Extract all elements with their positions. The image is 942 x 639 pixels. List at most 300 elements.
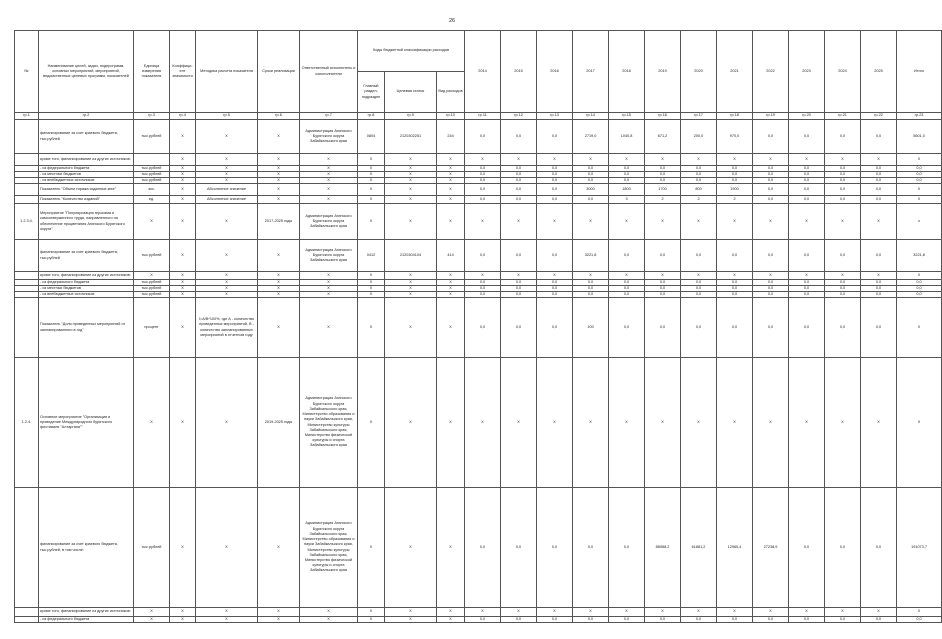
table-cell: X	[501, 358, 537, 488]
table-cell: 0,0	[753, 298, 789, 358]
table-cell: 0,0	[645, 286, 681, 292]
table-cell: 27238,9	[753, 488, 789, 608]
column-number: гр.1	[15, 113, 39, 120]
table-cell: X	[537, 608, 573, 617]
table-cell: 0,0	[465, 184, 501, 196]
table-cell: X	[170, 196, 196, 204]
table-cell: X	[170, 204, 196, 240]
table-cell: X	[537, 154, 573, 166]
table-cell: 0,0	[825, 120, 861, 154]
table-row	[15, 120, 942, 154]
table-cell: 0,0	[573, 166, 609, 172]
table-cell: X	[385, 292, 437, 298]
table-cell: 0,0	[717, 172, 753, 178]
table-cell: 0,0	[681, 280, 717, 286]
table-cell: X	[897, 358, 942, 488]
table-cell: 0,0	[537, 120, 573, 154]
table-cell: X	[300, 166, 358, 172]
table-cell: 0,0	[825, 286, 861, 292]
column-number: гр.10	[437, 113, 465, 120]
table-cell: 0,0	[681, 178, 717, 184]
table-cell: X	[258, 154, 300, 166]
table-cell: X	[465, 154, 501, 166]
table-cell: X	[358, 172, 385, 178]
table-cell: ед.	[134, 196, 170, 204]
table-cell: Показатель "Количество изданий"	[39, 196, 134, 204]
table-cell: 0,0	[861, 178, 897, 184]
table-cell: - из внебюджетных источников	[39, 178, 134, 184]
table-cell: 0,0	[753, 240, 789, 272]
table-cell: 0,0	[573, 196, 609, 204]
table-cell: 2	[717, 196, 753, 204]
table-cell: X	[609, 358, 645, 488]
table-cell: кроме того, финансирование из других источников:	[39, 272, 134, 280]
table-cell: X	[196, 178, 258, 184]
table-cell: X	[196, 240, 258, 272]
table-cell: экз.	[134, 184, 170, 196]
col-year: 2019	[645, 31, 681, 113]
table-cell: X	[258, 172, 300, 178]
table-cell: 800	[681, 184, 717, 196]
table-row	[15, 608, 942, 617]
table-cell: X	[196, 172, 258, 178]
table-cell: тыс.рублей	[134, 280, 170, 286]
table-cell: финансирование за счет краевого бюджета, тыс.рублей, в том числе:	[39, 488, 134, 608]
table-cell: 0,0	[537, 280, 573, 286]
table-cell: X	[437, 272, 465, 280]
table-cell: X	[300, 292, 358, 298]
table-cell: X	[170, 608, 196, 617]
table-cell: X	[358, 280, 385, 286]
table-cell: 0,0	[897, 178, 942, 184]
table-cell: 0,0	[465, 178, 501, 184]
column-number: гр.23	[897, 113, 942, 120]
table-cell: X	[300, 172, 358, 178]
table-cell: X	[437, 292, 465, 298]
table-cell: 0,0	[573, 172, 609, 178]
table-cell: 0,0	[465, 280, 501, 286]
table-cell: 0,0	[789, 196, 825, 204]
table-cell: 0,0	[501, 488, 537, 608]
table-cell: X	[258, 178, 300, 184]
table-cell: 0,0	[825, 488, 861, 608]
table-row	[15, 240, 942, 272]
column-number: гр.11	[465, 113, 501, 120]
table-cell: 970,0	[717, 120, 753, 154]
table-row	[15, 617, 942, 623]
table-cell: X	[358, 617, 385, 623]
table-cell: 0,0	[753, 172, 789, 178]
table-cell: X	[681, 272, 717, 280]
table-cell: 0,0	[861, 166, 897, 172]
table-cell: 0,0	[609, 240, 645, 272]
table-cell: 0,0	[573, 488, 609, 608]
table-cell: 0,0	[501, 240, 537, 272]
table-cell: 0,0	[501, 120, 537, 154]
page-number: 26	[448, 18, 456, 24]
table-cell: 0,0	[465, 166, 501, 172]
table-cell: X	[300, 298, 358, 358]
table-cell: X	[170, 272, 196, 280]
table-cell: финансирование за счет краевого бюджета, тыс.рублей	[39, 120, 134, 154]
col-vr: Вид расходов	[437, 72, 465, 113]
table-cell: X	[258, 280, 300, 286]
table-cell: X	[465, 272, 501, 280]
table-cell: X	[170, 172, 196, 178]
table-cell: X	[358, 204, 385, 240]
table-cell: 0,0	[609, 298, 645, 358]
table-cell: 0,0	[501, 196, 537, 204]
table-cell: X	[897, 196, 942, 204]
table-cell: 0,0	[753, 184, 789, 196]
table-cell: X	[437, 204, 465, 240]
table-cell: X	[385, 172, 437, 178]
table-cell: кроме того, финансирование из других источников:	[39, 608, 134, 617]
table-cell: X	[170, 286, 196, 292]
column-number: гр.9	[385, 113, 437, 120]
table-cell: 2017-2025 годы	[258, 204, 300, 240]
table-cell: 0,0	[465, 286, 501, 292]
col-year: 2020	[681, 31, 717, 113]
table-cell: 2	[681, 196, 717, 204]
table-cell: 0,0	[717, 292, 753, 298]
table-cell: X	[358, 488, 385, 608]
col-coef: Коэффици-ент значимости	[170, 31, 196, 113]
table-cell: X	[681, 154, 717, 166]
table-cell: X	[258, 292, 300, 298]
table-cell: X	[196, 608, 258, 617]
col-unit: Единица измерения показателя	[134, 31, 170, 113]
table-cell: 61881,2	[681, 488, 717, 608]
table-cell: X	[573, 272, 609, 280]
table-cell: X	[385, 488, 437, 608]
table-cell: X	[573, 358, 609, 488]
table-cell: - из местных бюджетов	[39, 286, 134, 292]
table-cell: 0,0	[645, 178, 681, 184]
table-cell: X	[897, 272, 942, 280]
table-cell: X	[170, 120, 196, 154]
col-no: №	[15, 31, 39, 113]
table-cell: 1900	[717, 184, 753, 196]
table-cell: тыс.рублей	[134, 286, 170, 292]
table-cell: X	[465, 358, 501, 488]
table-cell: X	[789, 272, 825, 280]
table-cell: X	[196, 280, 258, 286]
table-cell: 0,0	[681, 617, 717, 623]
table-cell: 0804	[358, 120, 385, 154]
table-cell: X	[358, 608, 385, 617]
column-number-row	[15, 113, 942, 120]
table-cell: X	[681, 608, 717, 617]
table-cell: X	[717, 204, 753, 240]
table-cell: X	[300, 280, 358, 286]
table-cell: 0,0	[501, 184, 537, 196]
table-cell: тыс.рублей	[134, 120, 170, 154]
table-cell	[15, 120, 39, 154]
table-cell: X	[537, 358, 573, 488]
table-cell: X	[753, 272, 789, 280]
table-cell: 0,0	[537, 240, 573, 272]
table-cell: X	[385, 298, 437, 358]
table-cell: X	[258, 272, 300, 280]
table-cell: 0412	[358, 240, 385, 272]
table-cell: 0,0	[537, 617, 573, 623]
table-cell: X	[789, 154, 825, 166]
table-cell: X	[537, 272, 573, 280]
table-cell: - из федерального бюджета	[39, 166, 134, 172]
table-cell: 200,0	[681, 120, 717, 154]
table-cell: X	[861, 272, 897, 280]
table-cell: 2019-2025 годы	[258, 358, 300, 488]
table-cell: - из федерального бюджета	[39, 617, 134, 623]
table-cell: X	[681, 358, 717, 488]
table-cell: 1700	[645, 184, 681, 196]
table-cell: 0,0	[681, 298, 717, 358]
table-cell: 0,0	[753, 280, 789, 286]
table-cell: X	[437, 617, 465, 623]
table-cell: X	[196, 120, 258, 154]
table-cell: X	[258, 286, 300, 292]
table-cell: 2120304104	[385, 240, 437, 272]
table-cell: X	[897, 184, 942, 196]
table-cell: X	[437, 608, 465, 617]
table-cell: X	[358, 166, 385, 172]
table-cell: x	[897, 204, 942, 240]
table-cell: 0,0	[717, 286, 753, 292]
table-cell	[15, 608, 39, 617]
table-row	[15, 204, 942, 240]
table-cell: X	[437, 280, 465, 286]
table-cell: X	[196, 358, 258, 488]
table-cell: X	[134, 608, 170, 617]
col-name: Наименование целей, задач, подпрограмм, основных мероприятий, мероприятий, ведомственных целевых программ, показателей	[39, 31, 134, 113]
table-cell	[15, 154, 39, 166]
table-cell: 2120302251	[385, 120, 437, 154]
table-cell: 0,0	[753, 178, 789, 184]
table-cell: 0,0	[789, 617, 825, 623]
table-cell: 0,0	[861, 172, 897, 178]
table-cell: Администрация Агинского Бурятского округа Забайкальского края, Министерство образования и науки Забайкальского края, Министерство культуры Забайкальского края, Министерство физической культуры и спорта Забайкальского края	[300, 488, 358, 608]
table-cell: X	[753, 608, 789, 617]
col-year: 2018	[609, 31, 645, 113]
table-cell: X	[258, 120, 300, 154]
table-cell: X	[501, 608, 537, 617]
table-cell: 0,0	[717, 280, 753, 286]
table-cell: 0,0	[501, 172, 537, 178]
table-cell: 0,0	[501, 286, 537, 292]
column-number: гр.12	[501, 113, 537, 120]
table-cell: 0,0	[753, 292, 789, 298]
table-cell: 0,0	[645, 280, 681, 286]
table-cell: Мероприятие "Популяризация героизма и самоотверженного труда, направленного на обеспечение процветания Агинского Бурятского округа"	[39, 204, 134, 240]
table-cell: 0,0	[753, 617, 789, 623]
table-cell: 12965,4	[717, 488, 753, 608]
table-cell: кроме того, финансирование из других источников:	[39, 154, 134, 166]
table-cell: X	[825, 608, 861, 617]
table-cell: X	[825, 204, 861, 240]
table-cell: 0,0	[825, 292, 861, 298]
col-responsible: Ответственный исполнитель и соисполнители	[300, 31, 358, 113]
table-cell	[15, 184, 39, 196]
table-cell: 0,0	[573, 280, 609, 286]
table-cell: 0,0	[861, 617, 897, 623]
table-cell: 0,0	[861, 184, 897, 196]
table-cell: 0,0	[717, 166, 753, 172]
table-cell: Администрация Агинского Бурятского округа Забайкальского края	[300, 120, 358, 154]
table-cell: X	[196, 617, 258, 623]
table-cell: X	[170, 166, 196, 172]
table-cell	[134, 154, 170, 166]
table-cell: X	[573, 608, 609, 617]
table-cell: Абсолютное значение	[196, 184, 258, 196]
table-cell: X	[385, 280, 437, 286]
table-cell: X	[258, 166, 300, 172]
table-cell: Абсолютное значение	[196, 196, 258, 204]
table-cell: 0,0	[717, 240, 753, 272]
table-cell: X	[196, 286, 258, 292]
table-cell: 0,0	[609, 178, 645, 184]
table-cell: - из федерального бюджета	[39, 280, 134, 286]
column-number: гр.15	[609, 113, 645, 120]
table-cell: X	[170, 154, 196, 166]
column-number: гр.8	[358, 113, 385, 120]
column-number: гр.5	[196, 113, 258, 120]
column-number: гр.2	[39, 113, 134, 120]
table-cell: X	[897, 608, 942, 617]
table-cell: 0,0	[645, 166, 681, 172]
table-cell: 0,0	[501, 178, 537, 184]
table-cell: X	[170, 240, 196, 272]
table-cell: 0,0	[897, 166, 942, 172]
table-cell: X	[385, 166, 437, 172]
table-cell: 0,0	[789, 286, 825, 292]
table-cell: 3	[609, 196, 645, 204]
table-cell: 0,0	[861, 488, 897, 608]
table-cell: X	[300, 272, 358, 280]
table-cell: X	[753, 204, 789, 240]
col-csr: Целевая статья	[385, 72, 437, 113]
table-cell: X	[196, 204, 258, 240]
table-cell	[15, 617, 39, 623]
table-cell: X	[258, 196, 300, 204]
table-cell: X	[825, 272, 861, 280]
table-cell: X	[645, 358, 681, 488]
table-cell: 0,0	[753, 286, 789, 292]
table-cell: 0,0	[645, 298, 681, 358]
table-cell: X	[134, 358, 170, 488]
table-cell: X	[645, 608, 681, 617]
table-cell: X	[385, 617, 437, 623]
table-cell: X	[501, 272, 537, 280]
table-cell: X	[437, 172, 465, 178]
table-cell: X	[609, 204, 645, 240]
table-cell: 2	[645, 196, 681, 204]
col-codes: Коды бюджетной классификации расходов	[358, 31, 465, 72]
table-cell: X	[437, 488, 465, 608]
table-cell: X	[385, 358, 437, 488]
table-cell: 0,0	[573, 292, 609, 298]
table-cell: 0,0	[825, 172, 861, 178]
table-cell: X	[170, 184, 196, 196]
table-cell: 0,0	[861, 286, 897, 292]
col-glav: Главный раздел, подраздел	[358, 72, 385, 113]
table-row	[15, 272, 942, 280]
table-cell: 0,0	[825, 617, 861, 623]
table-cell: - из внебюджетных источников	[39, 292, 134, 298]
table-cell: X	[861, 358, 897, 488]
table-cell: X	[465, 204, 501, 240]
table-cell: 0,0	[753, 120, 789, 154]
table-cell: 0,0	[861, 298, 897, 358]
col-year: 2022	[753, 31, 789, 113]
table-cell: 0,0	[789, 178, 825, 184]
table-cell: 88988,2	[645, 488, 681, 608]
table-cell: 0,0	[897, 292, 942, 298]
table-cell: тыс.рублей	[134, 172, 170, 178]
table-cell: 0,0	[789, 172, 825, 178]
table-cell: 0,0	[609, 286, 645, 292]
table-cell: 0,0	[537, 196, 573, 204]
column-number: гр.16	[645, 113, 681, 120]
table-cell: X	[358, 178, 385, 184]
table-cell: X	[358, 298, 385, 358]
table-cell: X	[170, 178, 196, 184]
table-cell: X	[385, 178, 437, 184]
table-cell	[15, 240, 39, 272]
table-cell: 0,0	[681, 286, 717, 292]
table-cell: 0,0	[609, 617, 645, 623]
table-cell: X	[170, 280, 196, 286]
table-cell: X	[196, 272, 258, 280]
column-number: гр.6	[258, 113, 300, 120]
table-cell: X	[861, 608, 897, 617]
table-cell: 0,0	[465, 298, 501, 358]
table-cell	[15, 298, 39, 358]
table-cell: 1800	[609, 184, 645, 196]
table-cell: 0,0	[501, 280, 537, 286]
table-cell: X	[258, 298, 300, 358]
table-cell: 0,0	[897, 286, 942, 292]
table-cell: 0,0	[825, 184, 861, 196]
table-cell: X	[789, 204, 825, 240]
program-table	[14, 30, 942, 623]
table-cell: 0,0	[645, 240, 681, 272]
table-cell: X	[897, 154, 942, 166]
table-cell: 0,0	[681, 166, 717, 172]
table-cell: 0,0	[897, 280, 942, 286]
table-cell: X	[861, 204, 897, 240]
table-cell: 5601,0	[897, 120, 942, 154]
table-cell: 0,0	[789, 298, 825, 358]
table-cell: X	[573, 204, 609, 240]
table-cell: 0,0	[825, 166, 861, 172]
table-cell: X	[258, 240, 300, 272]
table-cell: тыс.рублей	[134, 292, 170, 298]
table-cell	[15, 196, 39, 204]
table-cell: X	[170, 298, 196, 358]
table-cell: 0,0	[789, 184, 825, 196]
table-cell: X	[385, 272, 437, 280]
table-cell: X	[358, 292, 385, 298]
table-cell: X	[258, 608, 300, 617]
column-number: гр.22	[861, 113, 897, 120]
table-cell: 0,0	[861, 292, 897, 298]
table-cell: 0,0	[645, 172, 681, 178]
table-row	[15, 488, 942, 608]
table-cell: X	[300, 178, 358, 184]
col-period: Сроки реализации	[258, 31, 300, 113]
table-cell: X	[385, 184, 437, 196]
